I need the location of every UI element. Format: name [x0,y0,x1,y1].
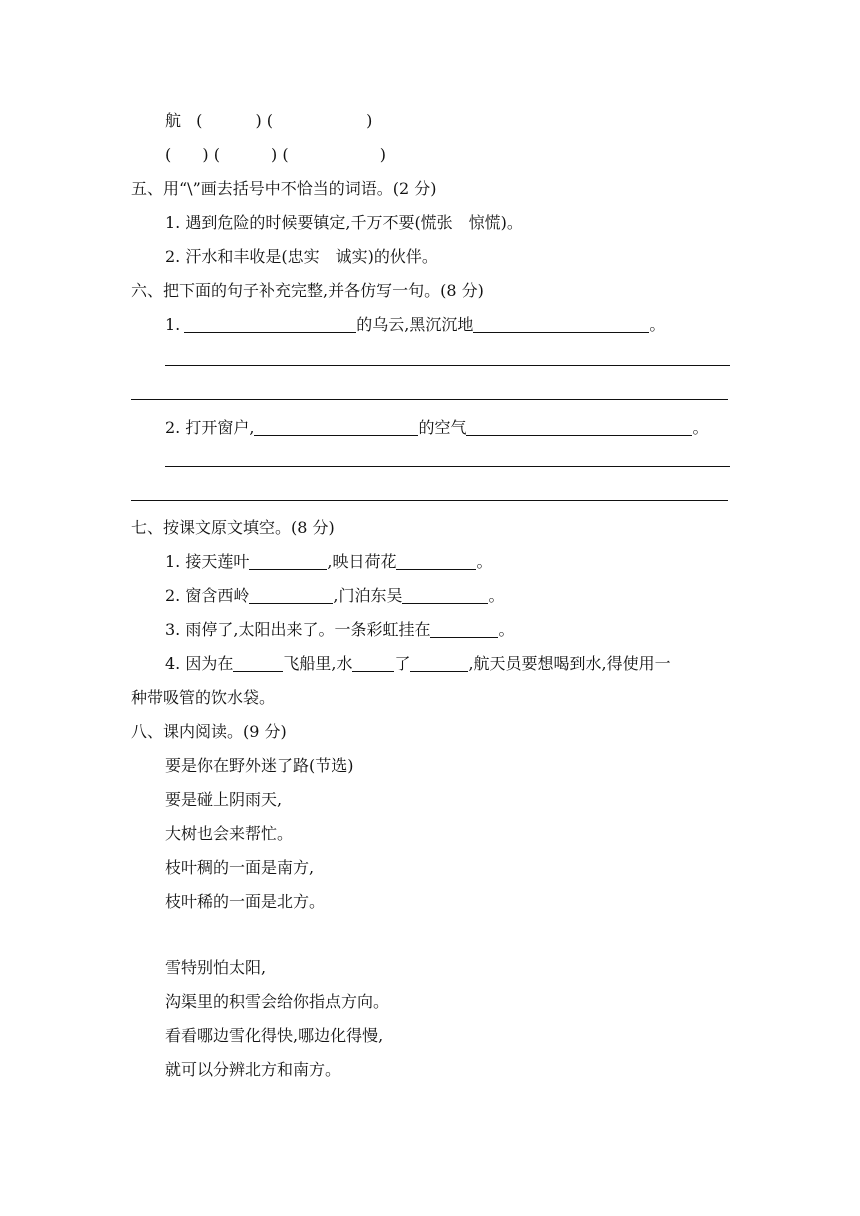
q4-row-blank [165,145,386,165]
answer-blank[interactable] [254,419,418,436]
answer-blank[interactable] [430,621,498,638]
poem-line: 要是碰上阴雨天, [165,790,283,809]
sentence-end: 。 [649,315,666,334]
answer-line[interactable] [131,500,728,501]
answer-blank[interactable] [473,316,649,333]
poem-line: 枝叶稀的一面是北方。 [165,892,326,911]
paren-close: ) [202,145,209,164]
sentence-end: 。 [692,418,709,437]
q7-item-4-continued: 种带吸管的饮水袋。 [131,688,276,707]
q5-item-2: 2. 汗水和丰收是(忠实 诚实)的伙伴。 [165,247,438,266]
paren-close: ) [271,145,278,164]
q6-item-2 [165,418,708,438]
poem-line: 大树也会来帮忙。 [165,824,294,843]
poem-line: 雪特别怕太阳, [165,958,267,977]
sentence-fragment: 2. 打开窗户, [165,418,255,437]
q4-row-hang [165,111,372,131]
poem-line: 沟渠里的积雪会给你指点方向。 [165,992,390,1011]
sentence-fragment: ,映日荷花 [327,552,397,571]
q7-item-4 [165,654,671,674]
answer-blank[interactable] [249,587,333,604]
q5-item-1: 1. 遇到危险的时候要镇定,千万不要(慌张 惊慌)。 [165,213,523,232]
answer-blank[interactable] [466,419,692,436]
sentence-end: 。 [476,552,493,571]
answer-blank[interactable] [184,316,356,333]
paren-close: ) [379,145,386,164]
answer-line[interactable] [165,466,730,467]
item-number: 1. [165,315,181,334]
q7-heading: 七、按课文原文填空。(8 分) [131,518,335,537]
q8-heading: 八、课内阅读。(9 分) [131,722,287,741]
answer-blank[interactable] [410,655,468,672]
paren-close: ) [255,111,262,130]
q6-item-1 [165,315,665,335]
q6-heading: 六、把下面的句子补充完整,并各仿写一句。(8 分) [131,281,484,300]
q7-item-2 [165,586,504,606]
answer-blank[interactable] [402,587,488,604]
sentence-fragment: 3. 雨停了,太阳出来了。一条彩虹挂在 [165,620,431,639]
sentence-fragment: 2. 窗含西岭 [165,586,250,605]
q4-char-hang: 航 [165,111,182,130]
sentence-end: 。 [488,586,505,605]
poem-line: 看看哪边雪化得快,哪边化得慢, [165,1026,384,1045]
poem-line: 就可以分辨北方和南方。 [165,1060,342,1079]
q5-heading: 五、用“\”画去括号中不恰当的词语。(2 分) [131,179,437,198]
answer-blank[interactable] [396,553,476,570]
sentence-fragment: 1. 接天莲叶 [165,552,250,571]
answer-line[interactable] [131,399,728,400]
answer-blank[interactable] [249,553,327,570]
sentence-fragment: ,航天员要想喝到水,得使用一 [468,654,671,673]
answer-blank[interactable] [233,655,283,672]
paren-open: ( [266,111,274,130]
paren-open: ( [213,145,220,164]
paren-open: ( [165,145,172,164]
q7-item-1 [165,552,492,572]
sentence-fragment: 的乌云,黑沉沉地 [356,315,474,334]
sentence-fragment: 的空气 [418,418,467,437]
answer-line[interactable] [165,365,730,366]
answer-blank[interactable] [352,655,394,672]
poem-title: 要是你在野外迷了路(节选) [165,756,354,775]
sentence-fragment: 飞船里,水 [283,654,353,673]
paren-open: ( [282,145,289,164]
sentence-fragment: 了 [394,654,411,673]
q7-item-3 [165,620,514,640]
sentence-fragment: ,门泊东吴 [333,586,403,605]
sentence-fragment: 4. 因为在 [165,654,234,673]
paren-open: ( [196,111,203,130]
sentence-end: 。 [498,620,515,639]
paren-close: ) [366,111,373,130]
poem-line: 枝叶稠的一面是南方, [165,858,315,877]
